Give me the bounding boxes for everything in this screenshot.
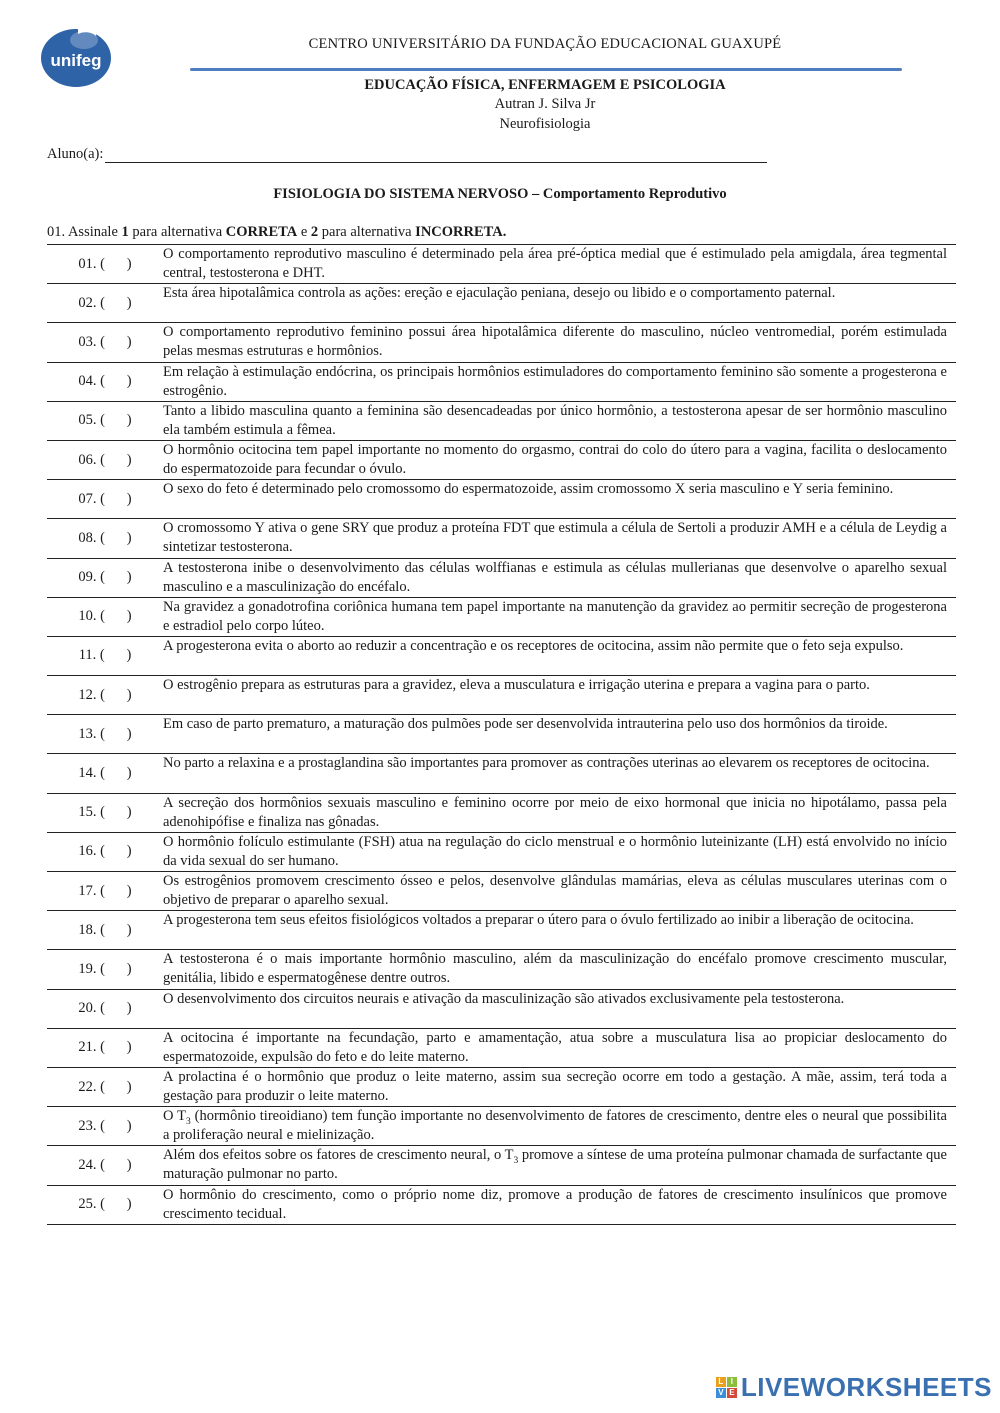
question-text: Esta área hipotalâmica controla as ações: ereção e ejaculação peniana, desejo ou libido e o comportamento paternal. <box>163 285 836 302</box>
answer-box[interactable]: 21. ( ) <box>78 1039 132 1056</box>
question-row <box>47 715 956 754</box>
question-row <box>47 1146 956 1185</box>
answer-box[interactable]: 04. ( ) <box>78 373 132 390</box>
question-text: A testosterona é o mais importante hormônio masculino, além da masculinização do encéfalo promove crescimento muscular, genitália, libido e espermatogênese dentre outros. <box>163 951 947 987</box>
question-text: Os estrogênios promovem crescimento ósseo e pelos, desenvolve glândulas mamárias, eleva as células musculares uterinas com o objetivo de preparar o aparelho sexual. <box>163 873 947 908</box>
question-text <box>163 1146 956 1184</box>
subscript: 3 <box>185 1117 191 1128</box>
question-row <box>47 598 956 637</box>
answer-box[interactable]: 13. ( ) <box>78 725 132 742</box>
question-text: A secreção dos hormônios sexuais masculino e feminino ocorre por meio de eixo hormonal que inicia no hipotálamo, passa pela adenohipófise e finaliza nas gônadas. <box>163 794 947 830</box>
question-text <box>163 1107 956 1145</box>
answer-box[interactable]: 25. ( ) <box>78 1196 132 1213</box>
question-row <box>47 1029 956 1068</box>
instruction-mid2: e <box>297 224 311 240</box>
question-text: O hormônio folículo estimulante (FSH) atua na regulação do ciclo menstrual e o hormônio luteinizante (LH) está envolvido no início da vida sexual do ser humano. <box>163 833 947 869</box>
answer-box[interactable]: 10. ( ) <box>78 608 132 625</box>
answer-box[interactable]: 05. ( ) <box>78 412 132 429</box>
instruction-incorrect: INCORRETA. <box>415 224 507 240</box>
answer-box[interactable]: 11. ( ) <box>78 647 132 664</box>
question-row <box>47 245 956 284</box>
answer-box[interactable]: 17. ( ) <box>78 882 132 899</box>
question-text-post: (hormônio tireoidiano) tem função importante no desenvolvimento de fatores de crescimento, dentre eles o neural que possibilita a proliferação neural e mielinização. <box>163 1108 947 1144</box>
answer-box[interactable]: 23. ( ) <box>78 1117 132 1134</box>
answer-box[interactable]: 08. ( ) <box>78 529 132 546</box>
answer-box[interactable]: 15. ( ) <box>78 804 132 821</box>
question-text: O comportamento reprodutivo feminino possui área hipotalâmica diferente do masculino, núcleo ventromedial, porém estimulada pelas mesmas estruturas e hormônios. <box>163 324 947 360</box>
question-text: O hormônio ocitocina tem papel importante no momento do orgasmo, contrai do colo do útero para a vagina, facilita o deslocamento do espermatozoide para fecundar o óvulo. <box>163 441 947 477</box>
question-row <box>47 637 956 676</box>
worksheet-title: FISIOLOGIA DO SISTEMA NERVOSO – Comportamento Reprodutivo <box>273 186 727 202</box>
question-text: A prolactina é o hormônio que produz o leite materno, assim sua secreção ocorre em todo a gestação. A mãe, assim, terá toda a gestação para produzir o leite materno. <box>163 1068 947 1104</box>
question-text: A progesterona tem seus efeitos fisiológicos voltados a preparar o útero para o óvulo fertilizado ao inibir a liberação de ocitocina. <box>163 912 914 929</box>
question-row <box>47 1186 956 1225</box>
question-row <box>47 950 956 989</box>
question-text: Em relação à estimulação endócrina, os principais hormônios estimuladores do comportamento feminino são somente a progesterona e estrogênio. <box>163 363 947 399</box>
question-row <box>47 284 956 323</box>
question-row <box>47 676 956 715</box>
question-row <box>47 1107 956 1146</box>
header-divider <box>190 68 902 71</box>
question-text: O estrogênio prepara as estruturas para a gravidez, eleva a musculatura e irrigação uterina e prepara a vagina para o parto. <box>163 677 870 694</box>
student-label: Aluno(a): <box>47 146 104 162</box>
answer-box[interactable]: 19. ( ) <box>78 960 132 977</box>
question-row <box>47 872 956 911</box>
instruction-one: 1 <box>121 224 129 240</box>
logo-text: unifeg <box>50 51 102 70</box>
answer-box[interactable]: 16. ( ) <box>78 843 132 860</box>
answer-box[interactable]: 18. ( ) <box>78 921 132 938</box>
question-row <box>47 1068 956 1107</box>
answer-box[interactable]: 01. ( ) <box>78 255 132 272</box>
answer-box[interactable]: 09. ( ) <box>78 569 132 586</box>
question-row <box>47 559 956 598</box>
student-name-field[interactable] <box>105 146 767 163</box>
instruction-correct: CORRETA <box>225 224 298 240</box>
question-row <box>47 441 956 480</box>
question-text: A testosterona inibe o desenvolvimento das células wolffianas e estimula as células mullerianas que desenvolve o aparelho sexual masculino e a masculinização do encéfalo. <box>163 559 947 595</box>
subscript: 3 <box>513 1156 519 1167</box>
question-text-pre: Além dos efeitos sobre os fatores de crescimento neural, o T <box>163 1147 514 1164</box>
answer-box[interactable]: 14. ( ) <box>78 765 132 782</box>
box-letter: L <box>716 1377 726 1387</box>
university-logo <box>38 22 114 88</box>
student-name-row <box>47 146 767 163</box>
answer-box[interactable]: 07. ( ) <box>78 490 132 507</box>
question-row <box>47 794 956 833</box>
question-text: Em caso de parto prematuro, a maturação dos pulmões pode ser desenvolvida intrauterina pelo uso dos hormônios da tiroide. <box>163 716 888 733</box>
question-text: O desenvolvimento dos circuitos neurais e ativação da masculinização são ativados exclusivamente pela testosterona. <box>163 990 845 1007</box>
question-text: No parto a relaxina e a prostaglandina são importantes para promover as contrações uterinas ao elevarem os receptores de ocitocina. <box>163 755 930 772</box>
courses-heading: EDUCAÇÃO FÍSICA, ENFERMAGEM E PSICOLOGIA <box>364 77 726 93</box>
instruction-prefix: 01. Assinale <box>47 224 122 240</box>
question-row <box>47 833 956 872</box>
question-text: O comportamento reprodutivo masculino é determinado pela área pré-óptica medial que é estimulado pela amigdala, área tegmental central, testosterona e DHT. <box>163 246 947 281</box>
answer-box[interactable]: 20. ( ) <box>78 1000 132 1017</box>
answer-box[interactable]: 03. ( ) <box>78 333 132 350</box>
instruction-mid3: para alternativa <box>318 224 416 240</box>
instruction-two: 2 <box>310 224 319 240</box>
box-letter: V <box>716 1388 726 1398</box>
subject-name: Neurofisiologia <box>499 116 591 132</box>
liveworksheets-brand: LIVEWORKSHEETS <box>740 1372 992 1402</box>
instruction-text <box>47 224 506 241</box>
question-text: O hormônio do crescimento, como o próprio nome diz, promove a produção de fatores de crescimento insulínicos que promove crescimento tecidual. <box>163 1186 947 1222</box>
answer-box[interactable]: 22. ( ) <box>78 1078 132 1095</box>
teacher-name: Autran J. Silva Jr <box>494 96 596 112</box>
question-text: Na gravidez a gonadotrofina coriônica humana tem papel importante na manutenção da gravidez ao permitir secreção de progesterona e estradiol pelo corpo lúteo. <box>163 598 947 634</box>
instruction-mid1: para alternativa <box>128 224 226 240</box>
answer-box[interactable]: 24. ( ) <box>78 1156 132 1173</box>
question-row <box>47 519 956 558</box>
question-row <box>47 402 956 441</box>
answer-box[interactable]: 06. ( ) <box>78 451 132 468</box>
question-text: Tanto a libido masculina quanto a feminina são desencadeadas por único hormônio, a testosterona apesar de ser hormônio masculino ela também estimula a fêmea. <box>163 402 947 438</box>
question-row <box>47 911 956 950</box>
question-text-pre: O T <box>163 1108 186 1125</box>
institution-name: CENTRO UNIVERSITÁRIO DA FUNDAÇÃO EDUCACIONAL GUAXUPÉ <box>308 36 782 52</box>
question-text: A ocitocina é importante na fecundação, parto e amamentação, atua sobre a musculatura lisa ao propiciar deslocamento do espermatozoide, expulsão do feto e do leite materno. <box>163 1029 947 1065</box>
question-row <box>47 480 956 519</box>
question-text: O cromossomo Y ativa o gene SRY que produz a proteína FDT que estimula a célula de Sertoli a produzir AMH e a célula de Leydig a sintetizar testosterona. <box>163 520 947 556</box>
question-text-post: promove a síntese de uma proteína pulmonar chamada de surfactante que maturação pulmonar no parto. <box>163 1147 947 1183</box>
question-row <box>47 754 956 793</box>
question-text: O sexo do feto é determinado pelo cromossomo do espermatozoide, assim cromossomo X seria masculino e Y seria feminino. <box>163 481 894 498</box>
liveworksheets-icon <box>716 1377 737 1398</box>
box-letter: E <box>727 1388 737 1398</box>
question-row <box>47 323 956 362</box>
question-text: A progesterona evita o aborto ao reduzir a concentração e os receptores de ocitocina, assim não permite que o feto seja expulso. <box>163 637 904 654</box>
question-row <box>47 363 956 402</box>
box-letter: I <box>727 1377 737 1387</box>
liveworksheets-logo <box>716 1372 992 1403</box>
answer-box[interactable]: 12. ( ) <box>78 686 132 703</box>
question-row <box>47 990 956 1029</box>
answer-box[interactable]: 02. ( ) <box>78 294 132 311</box>
questions-table <box>47 244 956 1225</box>
